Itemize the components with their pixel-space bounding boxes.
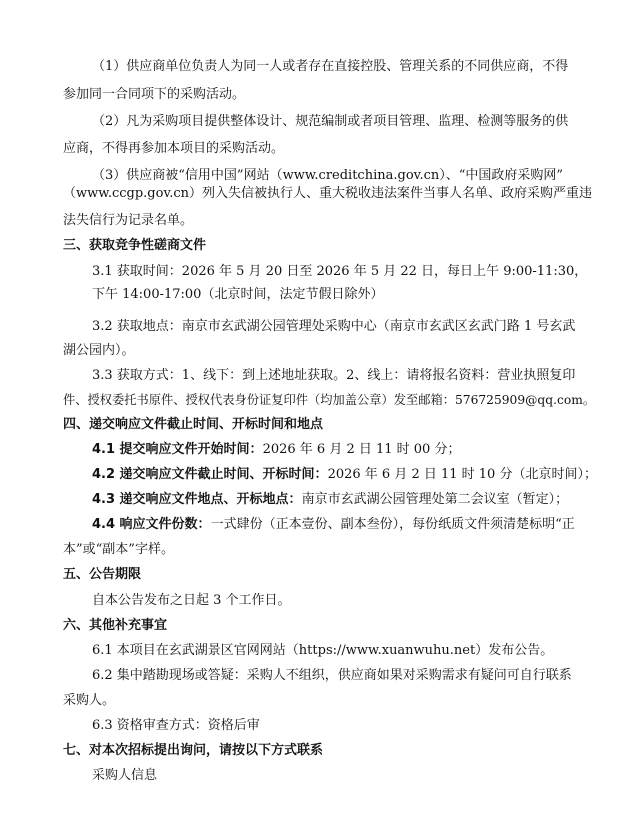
item-label: 4.3 递交响应文件地点、开标地点： xyxy=(92,492,302,507)
paragraph-line: 采购人信息 xyxy=(92,768,158,783)
paragraph-line xyxy=(92,491,568,509)
paragraph-line: 3.1 获取时间：2026 年 5 月 20 日至 2026 年 5 月 22 日，每日上午 9:00-11:30， xyxy=(92,264,588,279)
paragraph-line: （1）供应商单位负责人为同一人或者存在直接控股、管理关系的不同供应商，不得 xyxy=(92,59,569,74)
paragraph-line: 6.1 本项目在玄武湖景区官网网站（https://www.xuanwuhu.net）发布公告。 xyxy=(92,643,554,658)
item-label: 4.4 响应文件份数： xyxy=(92,517,211,532)
paragraph-line xyxy=(92,516,575,534)
paragraph-line: 6.2 集中踏勘现场或答疑：采购人不组织，供应商如果对采购需求有疑问可自行联系 xyxy=(92,668,572,683)
item-value: 南京市玄武湖公园管理处第二会议室（暂定）； xyxy=(301,492,569,507)
item-value: 2026 年 6 月 2 日 11 时 10 分（北京时间）； xyxy=(327,467,597,482)
paragraph-line xyxy=(92,466,597,484)
paragraph-line: 法失信行为记录名单。 xyxy=(63,213,194,228)
section-heading: 五、公告期限 xyxy=(63,567,142,582)
paragraph-line: （2）凡为采购项目提供整体设计、规范编制或者项目管理、监理、检测等服务的供 xyxy=(92,114,569,129)
item-label: 4.2 递交响应文件截止时间、开标时间： xyxy=(92,467,328,482)
paragraph-line: 应商，不得再参加本项目的采购活动。 xyxy=(63,141,285,156)
paragraph-line: 湖公园内）。 xyxy=(63,343,135,358)
paragraph-line: 下午 14:00-17:00（北京时间，法定节假日除外） xyxy=(92,287,384,302)
section-heading: 三、获取竞争性磋商文件 xyxy=(63,238,207,253)
section-heading: 七、对本次招标提出询问，请按以下方式联系 xyxy=(63,743,324,758)
paragraph-line: 自本公告发布之日起 3 个工作日。 xyxy=(92,593,291,608)
paragraph-line: 件、授权委托书原件、授权代表身份证复印件（均加盖公章）发至邮箱：576725909@qq.com。 xyxy=(63,393,596,407)
paragraph-line: （3）供应商被“信用中国”网站（www.creditchina.gov.cn）、“中国政府采购网” xyxy=(92,168,564,183)
paragraph-line: 3.3 获取方式：1、线下：到上述地址获取。2、线上：请将报名资料：营业执照复印 xyxy=(92,368,576,383)
paragraph-line: 采购人。 xyxy=(63,693,116,708)
item-value: 2026 年 6 月 2 日 11 时 00 分； xyxy=(262,442,461,457)
paragraph-line: 本”或“副本”字样。 xyxy=(63,542,174,557)
section-heading: 六、其他补充事宜 xyxy=(63,618,168,633)
paragraph-line: 3.2 获取地点：南京市玄武湖公园管理处采购中心（南京市玄武区玄武门路 1 号玄武 xyxy=(92,319,576,334)
item-value: 一式肆份（正本壹份、副本叁份），每份纸质文件须清楚标明“正 xyxy=(210,517,575,532)
section-heading: 四、递交响应文件截止时间、开标时间和地点 xyxy=(63,417,324,432)
paragraph-line: 参加同一合同项下的采购活动。 xyxy=(63,87,246,102)
item-label: 4.1 提交响应文件开始时间： xyxy=(92,442,263,457)
paragraph-line xyxy=(92,441,460,459)
paragraph-line: 6.3 资格审查方式：资格后审 xyxy=(92,718,260,733)
paragraph-line: （www.ccgp.gov.cn）列入失信被执行人、重大税收违法案件当事人名单、政府采购严重违 xyxy=(63,186,593,201)
